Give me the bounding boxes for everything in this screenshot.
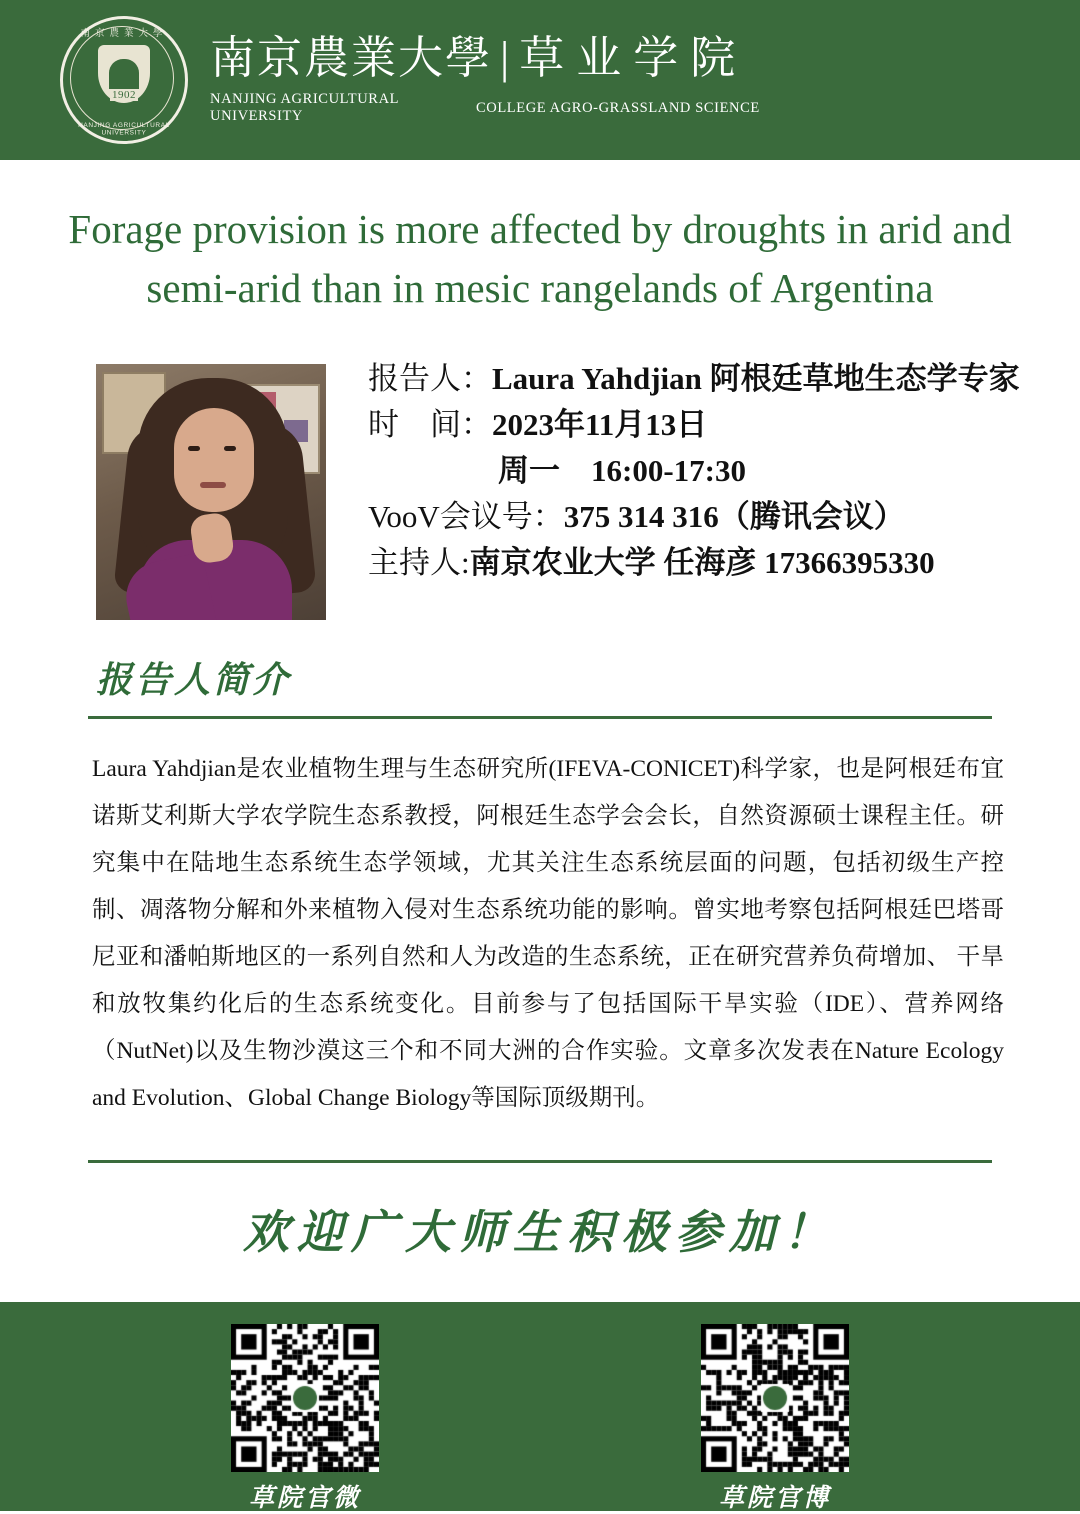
wordmark-en-college: COLLEGE AGRO-GRASSLAND SCIENCE <box>476 99 760 116</box>
poster-footer <box>0 1302 1080 1511</box>
host-row <box>368 540 1028 586</box>
event-details <box>368 356 1028 585</box>
wordmark-en-university: NANJING AGRICULTURAL UNIVERSITY <box>210 91 399 124</box>
logo-english-ring-text: NANJING AGRICULTURAL UNIVERSITY <box>78 121 170 137</box>
wordmark-cn-university: 南京農業大學 <box>210 33 493 83</box>
photo-eye-right <box>224 446 236 451</box>
logo-chinese-ring-text: 南京農業大學 <box>80 29 168 39</box>
divider-bottom <box>88 1160 992 1163</box>
meeting-label: VooV会议号： <box>368 498 564 534</box>
speaker-photo <box>96 364 326 620</box>
qr-block-wechat <box>155 1324 455 1514</box>
host-label: 主持人: <box>368 544 470 580</box>
wordmark-english-row <box>210 91 760 125</box>
wechat-qr-caption: 草院官微 <box>248 1485 361 1512</box>
logo-gate <box>109 59 139 89</box>
page-title <box>50 200 1030 319</box>
logo-year: 1902 <box>112 89 136 101</box>
time-row-secondary <box>368 448 1028 494</box>
divider-top <box>88 716 992 719</box>
weibo-qr-caption: 草院官博 <box>718 1485 831 1512</box>
title-line-1: Forage provision is more affected by droughts in arid and <box>68 206 1012 252</box>
header-branding <box>60 16 760 144</box>
meeting-row <box>368 494 1028 540</box>
photo-face <box>174 408 254 512</box>
welcome-message: 欢迎广大师生积极参加！ <box>243 1207 837 1258</box>
title-line-2: semi-arid than in mesic rangelands of Argentina <box>146 265 934 312</box>
time-label: 时 间： <box>368 406 492 442</box>
time-value: 2023年11月13日 <box>492 406 708 442</box>
bio-heading: 报告人简介 <box>96 660 292 700</box>
photo-eye-left <box>188 446 200 451</box>
speaker-row <box>368 356 1028 402</box>
meeting-value: 375 314 316（腾讯会议） <box>563 498 905 534</box>
weibo-qr-code <box>701 1324 849 1472</box>
host-value: 南京农业大学 任海彦 17366395330 <box>469 544 935 580</box>
speaker-label: 报告人： <box>368 361 492 396</box>
wordmark-cn-college: 草业学院 <box>519 33 748 83</box>
speaker-value: Laura Yahdjian 阿根廷草地生态学专家 <box>492 361 1020 396</box>
university-logo-icon <box>60 16 188 144</box>
time-row <box>368 402 1028 448</box>
wordmark <box>210 32 760 125</box>
bio-paragraph: Laura Yahdjian是农业植物生理与生态研究所(IFEVA-CONICET)科学家，也是阿根廷布宜诺斯艾利斯大学农学院生态系教授，阿根廷生态学会会长，自然资源硕士课程主任。研究集中在陆地生态系统生态学领域，尤其关注生态系统层面的问题，包括初级生产控制、凋落物分解和外来植物入侵对生态系统功能的影响。曾实地考察包括阿根廷巴塔哥尼亚和潘帕斯地区的一系列自然和人为改造的生态系统，正在研究营养负荷增加、 干旱和放牧集约化后的生态系统变化。目前参与了包括国际干旱实验（IDE）、营养网络（NutNet)以及生物沙漠这三个和不同大洲的合作实验。文章多次发表在Nature Ecology and Evolution、Global Change Biology等国际顶级期刊。 <box>92 756 1004 1111</box>
photo-mouth <box>200 482 226 488</box>
poster-header <box>0 0 1080 160</box>
wordmark-separator: | <box>500 32 512 83</box>
time-value-secondary: 周一 16:00-17:30 <box>498 452 746 488</box>
wechat-qr-code <box>231 1324 379 1472</box>
wordmark-chinese-row <box>210 32 760 83</box>
qr-block-weibo <box>625 1324 925 1514</box>
